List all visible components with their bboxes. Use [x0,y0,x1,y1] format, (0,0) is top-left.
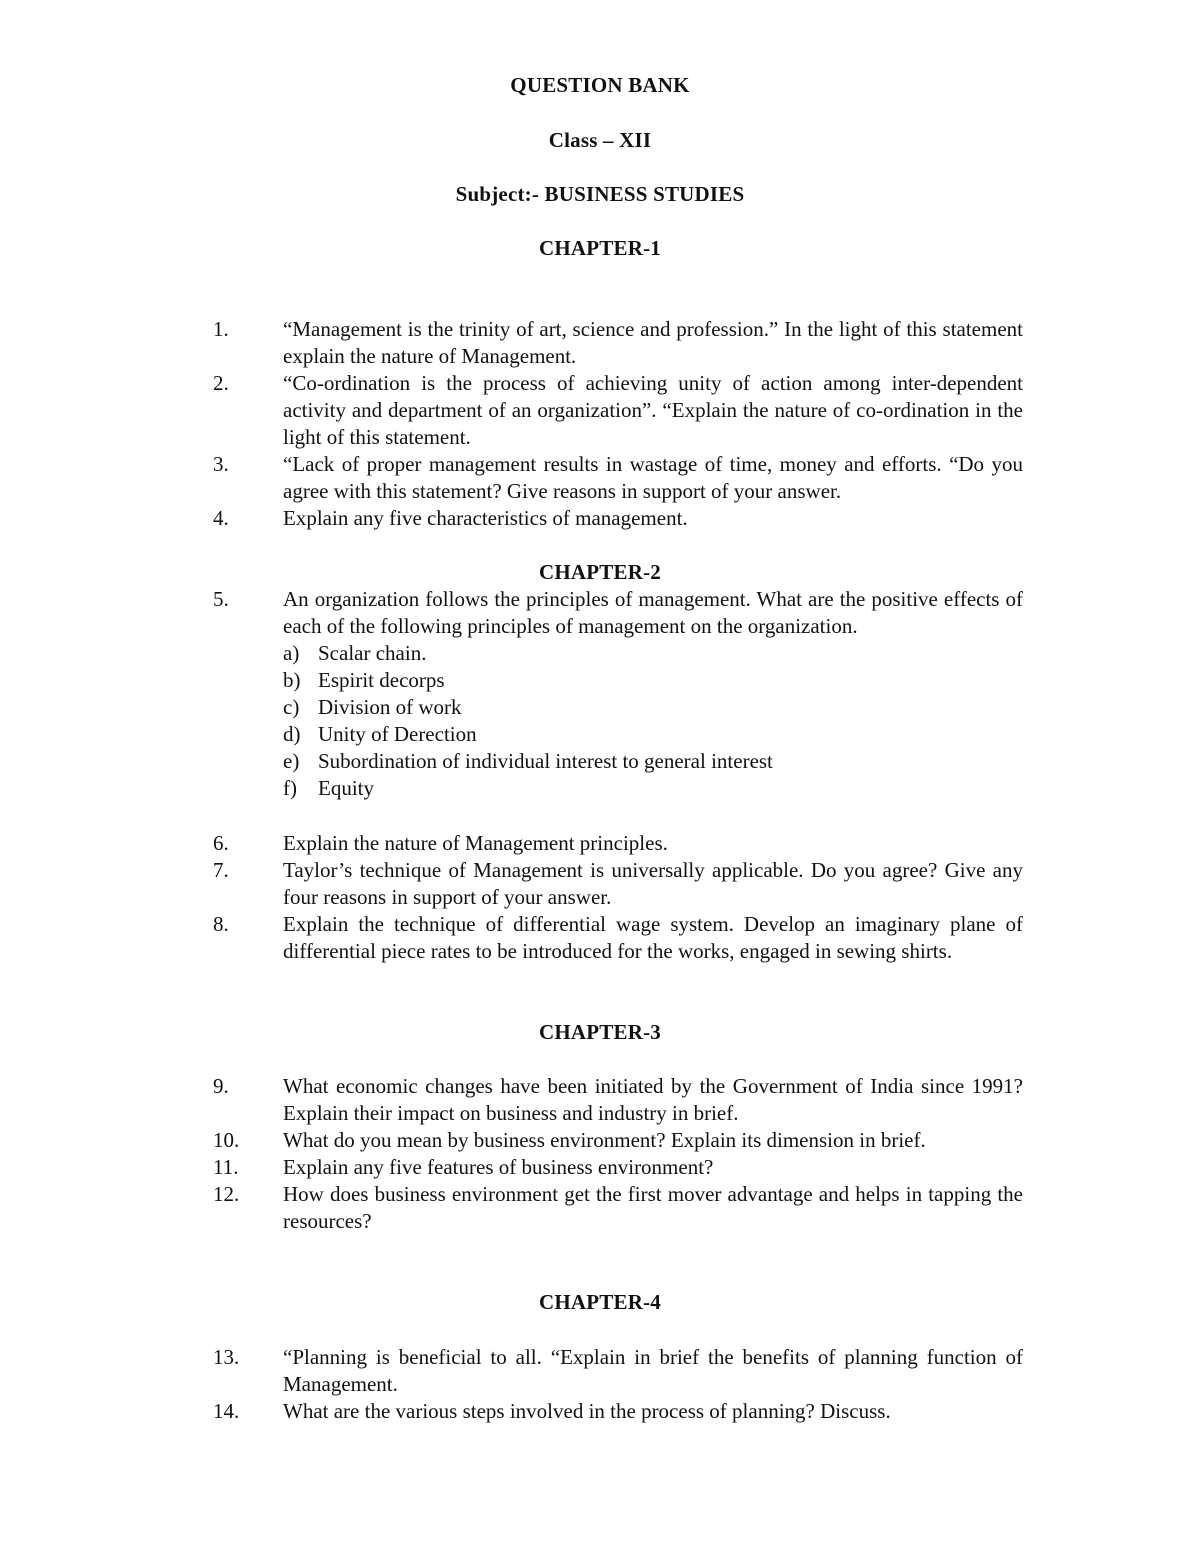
question-5 [213,586,1023,640]
question-4 [213,505,1023,532]
subitem-e [283,748,1023,775]
question-text: What are the various steps involved in the process of planning? Discuss. [283,1399,891,1423]
subitem-text: Espirit decorps [318,668,445,692]
question-text: Explain the nature of Management principles. [283,831,668,855]
question-text: Explain any five characteristics of management. [283,506,688,530]
question-text: Explain the technique of differential wage system. Develop an imaginary plane of differential piece rates to be introduced for the works, engaged in sewing shirts. [283,912,1023,963]
question-13 [213,1344,1023,1398]
question-number: 1. [213,317,229,341]
subitem-letter: b) [283,668,301,692]
subitem-text: Division of work [318,695,462,719]
subitem-c [283,694,1023,721]
question-number: 5. [213,587,229,611]
question-1 [213,316,1023,370]
subitem-a [283,640,1023,667]
question-number: 12. [213,1182,240,1206]
question-text: What do you mean by business environment? Explain its dimension in brief. [283,1128,926,1152]
question-7 [213,857,1023,911]
subitem-letter: e) [283,749,300,773]
question-8 [213,911,1023,965]
subitem-text: Subordination of individual interest to general interest [318,749,773,773]
question-11 [213,1154,1023,1181]
question-text: How does business environment get the first mover advantage and helps in tapping the resources? [283,1182,1023,1233]
question-2 [213,370,1023,451]
subitem-text: Scalar chain. [318,641,427,665]
question-number: 11. [213,1155,239,1179]
question-3 [213,451,1023,505]
question-text: Explain any five features of business environment? [283,1155,714,1179]
subitem-letter: a) [283,641,300,665]
question-number: 10. [213,1128,240,1152]
subitem-f [283,775,1023,802]
subitem-letter: d) [283,722,301,746]
question-text: An organization follows the principles of management. What are the positive effects of each of the following principles of management on the organization. [283,587,1023,638]
question-number: 7. [213,858,229,882]
question-text: “Co-ordination is the process of achieving unity of action among inter-dependent activity and department of an organization”. “Explain the nature of co-ordination in the light of this statement. [283,371,1023,449]
question-6 [213,830,1023,857]
subject-line: Subject:- BUSINESS STUDIES [455,182,745,206]
question-number: 14. [213,1399,240,1423]
question-9 [213,1073,1023,1127]
subitem-d [283,721,1023,748]
question-number: 9. [213,1074,229,1098]
subitem-letter: c) [283,695,300,719]
question-10 [213,1127,1023,1154]
subitem-text: Unity of Derection [318,722,477,746]
chapter-3-heading: CHAPTER-3 [539,1020,661,1044]
question-text: Taylor’s technique of Management is universally applicable. Do you agree? Give any four reasons in support of your answer. [283,858,1023,909]
question-number: 3. [213,452,229,476]
question-14 [213,1398,1023,1425]
question-number: 2. [213,371,229,395]
subitem-letter: f) [283,776,297,800]
question-number: 8. [213,912,229,936]
question-12 [213,1181,1023,1235]
chapter-1-heading: CHAPTER-1 [539,236,661,260]
document-title: QUESTION BANK [510,73,690,97]
subitem-text: Equity [318,776,374,800]
subitem-b [283,667,1023,694]
question-text: “Planning is beneficial to all. “Explain in brief the benefits of planning function of Management. [283,1345,1023,1396]
question-text: “Management is the trinity of art, science and profession.” In the light of this statement explain the nature of Management. [283,317,1023,368]
question-number: 4. [213,506,229,530]
chapter-2-heading: CHAPTER-2 [539,560,661,584]
question-text: “Lack of proper management results in wastage of time, money and efforts. “Do you agree with this statement? Give reasons in support of your answer. [283,452,1023,503]
question-number: 13. [213,1345,240,1369]
chapter-4-heading: CHAPTER-4 [539,1290,661,1314]
class-line: Class – XII [548,128,652,152]
question-number: 6. [213,831,229,855]
question-text: What economic changes have been initiated by the Government of India since 1991? Explain their impact on business and industry in brief. [283,1074,1023,1125]
